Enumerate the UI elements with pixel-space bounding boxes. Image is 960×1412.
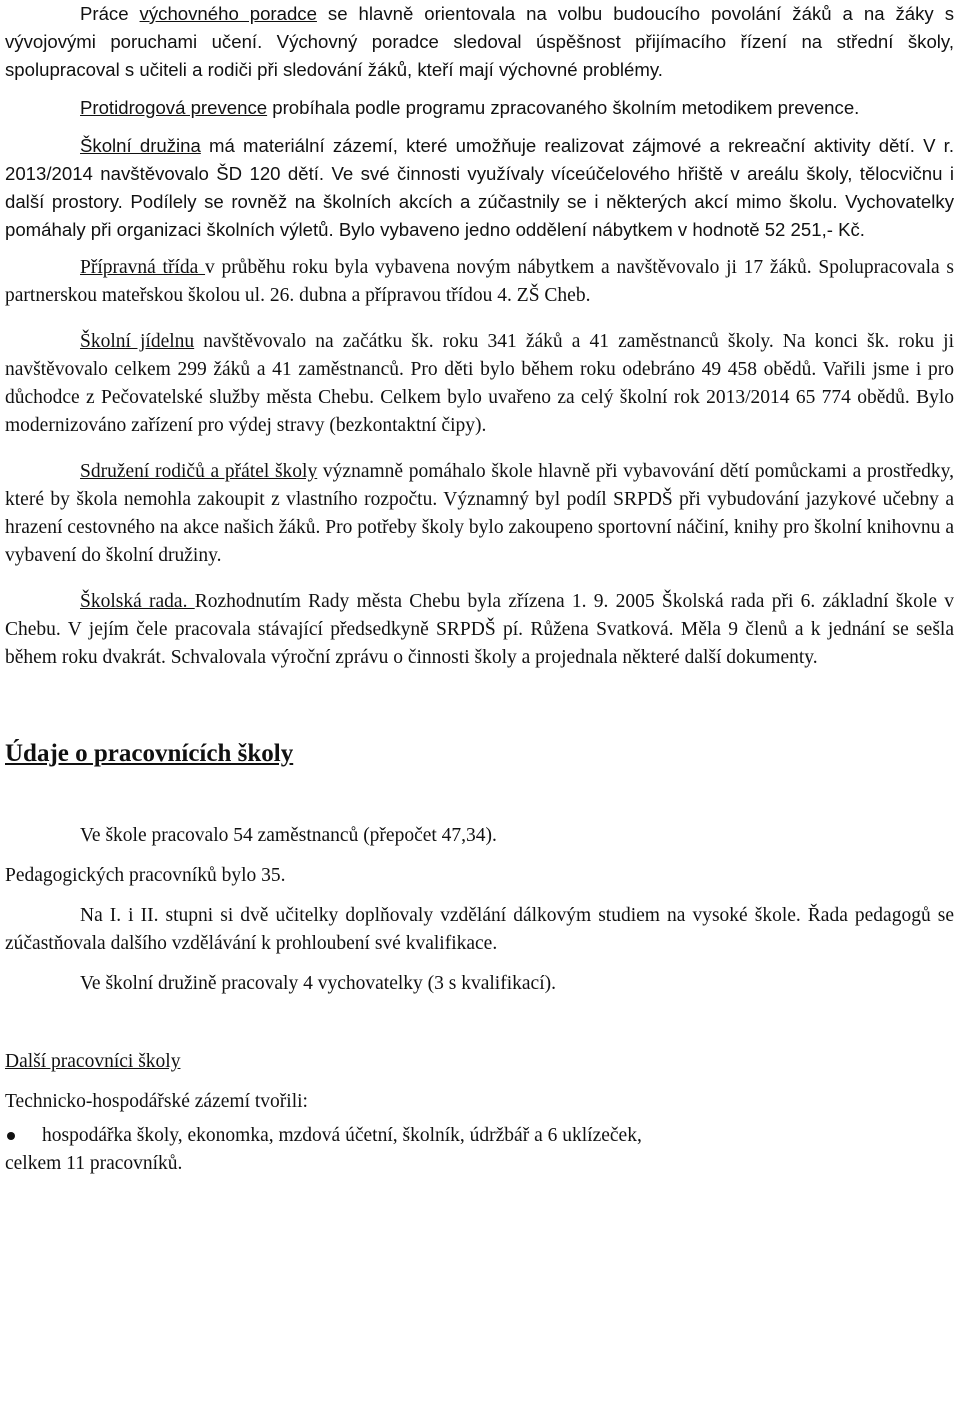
term-srpds: Sdružení rodičů a přátel školy	[80, 461, 318, 482]
list-item-text: hospodářka školy, ekonomka, mzdová účetní, školník, údržbář a 6 uklízeček,	[42, 1125, 642, 1146]
paragraph-protidrogova-prevence	[5, 94, 954, 122]
staff-list	[5, 1122, 954, 1150]
section-heading-pracovnici: Údaje o pracovnících školy	[5, 740, 294, 767]
subheading-dalsi-pracovnici: Další pracovníci školy	[5, 1051, 181, 1072]
pedagogue-count: Pedagogických pracovníků bylo 35.	[5, 865, 286, 886]
text-run: významně pomáhalo škole hlavně při vybavování dětí pomůckami a prostředky, které by škola nemohla zakoupit z vlastního rozpočtu. Významný byl podíl SRPDŠ při vybudování jazykové učebny a hrazení cestovného na akce našich žáků. Pro potřeby školy bylo zakoupeno sportovní náčiní, knihy pro školní knihovnu a vybavení do školní družiny.	[5, 461, 954, 566]
staff-total: celkem 11 pracovníků.	[5, 1153, 183, 1174]
paragraph-skolni-druzina	[5, 132, 954, 244]
list-item	[5, 1122, 954, 1150]
paragraph-pripravna-trida	[5, 254, 954, 310]
term-skolni-druzina: Školní družina	[80, 135, 201, 156]
term-skolni-jidelna: Školní jídelnu	[80, 331, 195, 352]
term-pripravna-trida: Přípravná třída	[80, 257, 206, 278]
staff-count: Ve škole pracovalo 54 zaměstnanců (přepočet 47,34).	[80, 825, 497, 846]
text-run: Práce	[80, 3, 140, 24]
paragraph-vzdelavani: Na I. i II. stupni si dvě učitelky doplňovaly vzdělání dálkovým studiem na vysoké škole. Řada pedagogů se zúčastňovala dalšího vzdělávání k prohloubení své kvalifikace.	[5, 905, 954, 954]
text-run: má materiální zázemí, které umožňuje realizovat zájmové a rekreační aktivity dětí. V r. 2013/2014 navštěvovalo ŠD 120 dětí. Ve své činnosti využívaly víceúčelového hřiště v areálu školy, tělocvičnu i další prostory. Podílely se rovněž na školních akcích a zúčastnily se i některých akcí mimo školu. Vychovatelky pomáhaly při organizaci školních výletů. Bylo vybaveno jedno oddělení nábytkem v hodnotě 52 251,- Kč.	[5, 135, 954, 240]
paragraph-skolska-rada	[5, 588, 954, 672]
text-run: probíhala podle programu zpracovaného školním metodikem prevence.	[267, 97, 860, 118]
text-run: Rozhodnutím Rady města Chebu byla zřízena 1. 9. 2005 Školská rada při 6. základní škole v Chebu. V jejím čele pracovala stávající předsedkyně SRPDŠ pí. Růžena Svatková. Měla 9 členů a k jednání se sešla během roku dvakrát. Schvalovala výroční zprávu o činnosti školy a projednala některé další dokumenty.	[5, 591, 955, 668]
bullet-icon	[7, 1132, 15, 1140]
paragraph-vychovny-poradce	[5, 0, 954, 84]
term-skolska-rada: Školská rada.	[80, 591, 195, 612]
paragraph-skolni-jidelna	[5, 328, 954, 440]
paragraph-srpds	[5, 458, 954, 570]
term-vychovny-poradce: výchovného poradce	[139, 3, 317, 24]
technical-staff-intro: Technicko-hospodářské zázemí tvořili:	[5, 1091, 308, 1112]
text-run: v průběhu roku byla vybavena novým nábytkem a navštěvovalo ji 17 žáků. Spolupracovala s partnerskou mateřskou školou ul. 26. dubna a přípravou třídou 4. ZŠ Cheb.	[5, 257, 954, 306]
druzina-staff: Ve školní družině pracovaly 4 vychovatelky (3 s kvalifikací).	[80, 973, 556, 994]
text-run: navštěvovalo na začátku šk. roku 341 žáků a 41 zaměstnanců školy. Na konci šk. roku ji navštěvovalo celkem 299 žáků a 41 zaměstnanců. Pro děti bylo během roku odebráno 49 458 obědů. Vařili jsme i pro důchodce z Pečovatelské služby města Chebu. Celkem bylo uvařeno za celý školní rok 2013/2014 65 774 obědů. Bylo modernizováno zařízení pro výdej stravy (bezkontaktní čipy).	[5, 331, 955, 436]
term-protidrogova-prevence: Protidrogová prevence	[80, 97, 268, 118]
text-run: se hlavně orientovala na volbu budoucího povolání žáků a na žáky s vývojovými poruchami učení. Výchovný poradce sledoval úspěšnost přijímacího řízení na střední školy, spolupracoval s učiteli a rodiči při sledování žáků, kteří mají výchovné problémy.	[5, 3, 954, 80]
